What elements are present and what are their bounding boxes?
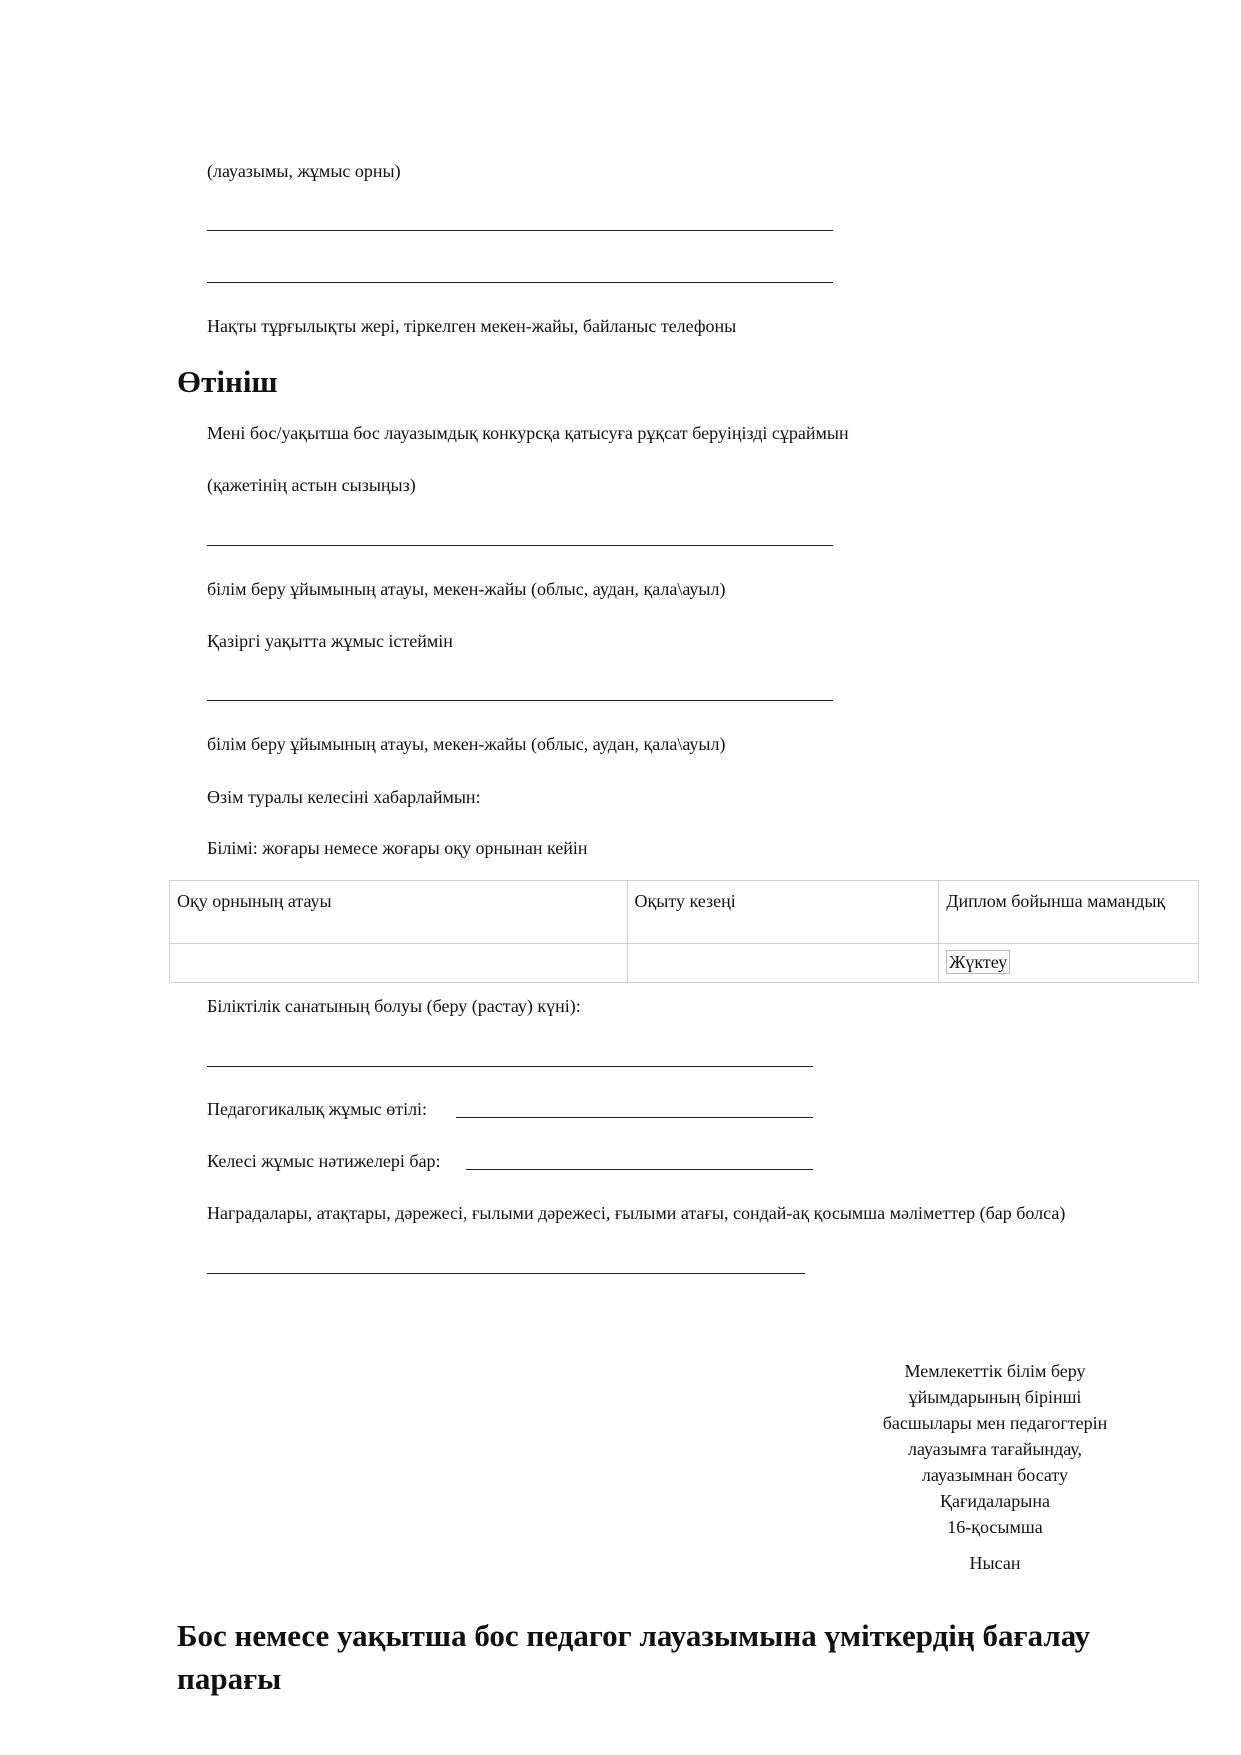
org-line-2[interactable] <box>207 700 833 701</box>
org-caption-2: білім беру ұйымының атауы, мекен-жайы (облыс, аудан, қала\ауыл) <box>207 734 726 754</box>
position-caption: (лауазымы, жұмыс орны) <box>207 161 401 181</box>
evaluation-title-line-1: Бос немесе уақытша бос педагог лауазымына үміткердің бағалау <box>177 1618 1091 1653</box>
appendix-note <box>850 1358 1140 1576</box>
appendix-line: басшылары мен педагогтерін <box>882 1413 1108 1433</box>
table-row <box>170 944 1199 983</box>
request-text: Мені бос/уақытша бос лауазымдық конкурсқа қатысуға рұқсат беруіңізді сұраймын <box>207 423 849 443</box>
appendix-line: лауазымнан босату <box>921 1465 1069 1485</box>
appendix-line: лауазымға тағайындау, <box>907 1439 1082 1459</box>
header-institution: Оқу орнының атауы <box>170 881 628 944</box>
form-label: Нысан <box>969 1553 1021 1573</box>
education-text: Білімі: жоғары немесе жоғары оқу орнынан кейін <box>207 838 588 858</box>
cell-institution[interactable] <box>170 944 628 983</box>
results-label: Келесі жұмыс нәтижелері бар: <box>207 1151 441 1171</box>
header-specialty: Диплом бойынша мамандық <box>939 881 1199 944</box>
application-title: Өтініш <box>177 364 278 399</box>
experience-line[interactable] <box>456 1117 813 1118</box>
qualification-label: Біліктілік санатының болуы (беру (растау) күні): <box>207 996 581 1016</box>
qualification-line[interactable] <box>207 1066 813 1067</box>
education-table <box>169 880 1199 983</box>
cell-specialty <box>939 944 1199 983</box>
position-line-1[interactable] <box>207 230 833 231</box>
header-period: Оқыту кезеңі <box>627 881 939 944</box>
position-line-2[interactable] <box>207 282 833 283</box>
org-line-1[interactable] <box>207 545 833 546</box>
about-me-text: Өзім туралы келесіні хабарлаймын: <box>207 787 481 807</box>
underline-note: (қажетінің астын сызыңыз) <box>207 475 416 495</box>
upload-button[interactable]: Жүктеу <box>946 950 1010 974</box>
cell-period[interactable] <box>627 944 939 983</box>
address-caption: Нақты тұрғылықты жері, тіркелген мекен-жайы, байланыс телефоны <box>207 316 737 336</box>
evaluation-title-line-2: парағы <box>177 1661 282 1696</box>
appendix-line: ұйымдарының бірінші <box>908 1387 1082 1407</box>
table-header-row <box>170 881 1199 944</box>
appendix-line: 16-қосымша <box>947 1517 1043 1537</box>
org-caption-1: білім беру ұйымының атауы, мекен-жайы (облыс, аудан, қала\ауыл) <box>207 579 726 599</box>
appendix-line: Мемлекеттік білім беру <box>904 1361 1086 1381</box>
appendix-line: Қағидаларына <box>939 1491 1050 1511</box>
awards-label: Наградалары, атақтары, дәрежесі, ғылыми дәрежесі, ғылыми атағы, сондай-ақ қосымша мәліметтер (бар болса) <box>207 1203 1066 1223</box>
results-line[interactable] <box>466 1169 813 1170</box>
awards-line[interactable] <box>207 1273 805 1274</box>
experience-label: Педагогикалық жұмыс өтілі: <box>207 1099 428 1119</box>
current-work-text: Қазіргі уақытта жұмыс істеймін <box>207 631 453 651</box>
